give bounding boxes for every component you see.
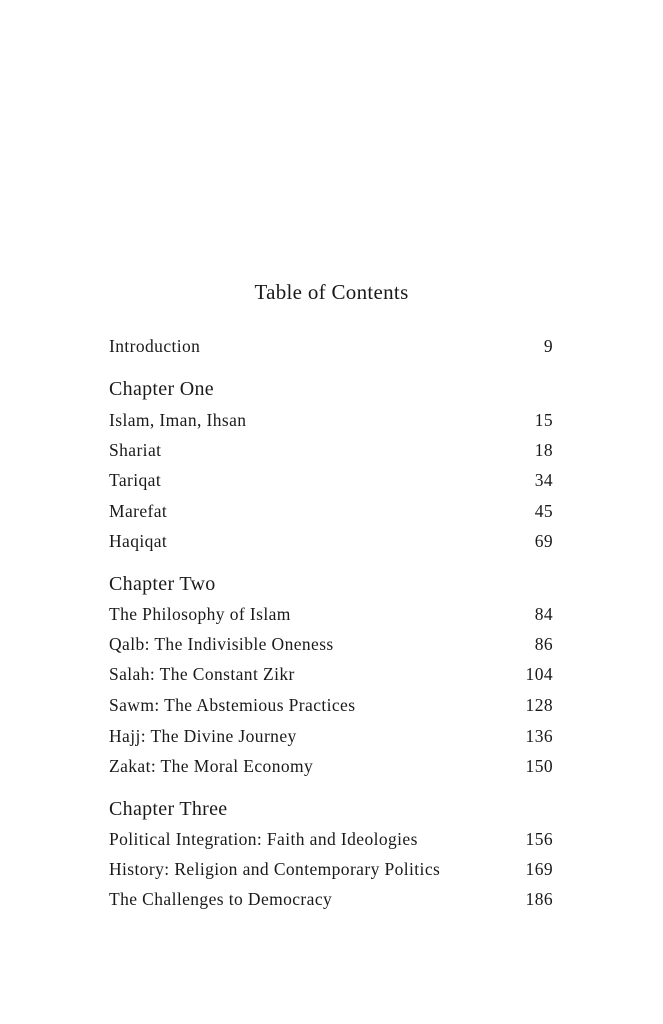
toc-entry[interactable] bbox=[109, 829, 553, 855]
entry-page: 15 bbox=[534, 410, 553, 430]
toc-entry[interactable] bbox=[109, 604, 553, 630]
toc-entry[interactable] bbox=[109, 634, 553, 660]
toc-entry[interactable] bbox=[109, 889, 553, 915]
entry-page: 45 bbox=[534, 501, 553, 521]
toc-entry[interactable] bbox=[109, 726, 553, 752]
chapter-heading: Chapter One bbox=[109, 378, 214, 400]
chapter-heading: Chapter Two bbox=[109, 573, 216, 595]
entry-page: 18 bbox=[534, 440, 553, 460]
entry-label: Sawm: The Abstemious Practices bbox=[109, 695, 356, 715]
entry-label: Shariat bbox=[109, 440, 162, 460]
entry-page: 104 bbox=[525, 664, 553, 684]
toc-entry[interactable] bbox=[109, 695, 553, 721]
entry-label: Salah: The Constant Zikr bbox=[109, 664, 295, 684]
toc-entry[interactable] bbox=[109, 410, 553, 436]
toc-entry[interactable] bbox=[109, 664, 553, 690]
entry-page: 84 bbox=[534, 604, 553, 624]
entry-page: 169 bbox=[525, 859, 553, 879]
page-title: Table of Contents bbox=[254, 280, 409, 304]
entry-label: Hajj: The Divine Journey bbox=[109, 726, 297, 746]
entry-page: 86 bbox=[534, 634, 553, 654]
entry-page: 186 bbox=[525, 889, 553, 909]
toc-entry[interactable] bbox=[109, 756, 553, 782]
toc-entry[interactable] bbox=[109, 470, 553, 496]
toc-entry[interactable] bbox=[109, 440, 553, 466]
entry-label: History: Religion and Contemporary Politics bbox=[109, 859, 441, 879]
entry-page: 156 bbox=[525, 829, 553, 849]
entry-page: 9 bbox=[543, 336, 553, 356]
entry-page: 136 bbox=[525, 726, 553, 746]
entry-page: 34 bbox=[534, 470, 553, 490]
entry-label: Tariqat bbox=[109, 470, 162, 490]
entry-label: Haqiqat bbox=[109, 531, 168, 551]
toc-entry-introduction[interactable] bbox=[109, 336, 553, 362]
entry-label: Political Integration: Faith and Ideologies bbox=[109, 829, 418, 849]
toc-entry[interactable] bbox=[109, 501, 553, 527]
entry-label: The Philosophy of Islam bbox=[109, 604, 291, 624]
entry-page: 128 bbox=[525, 695, 553, 715]
entry-label: The Challenges to Democracy bbox=[109, 889, 333, 909]
entry-label: Islam, Iman, Ihsan bbox=[109, 410, 247, 430]
toc-entry[interactable] bbox=[109, 859, 553, 885]
entry-label: Marefat bbox=[109, 501, 168, 521]
entry-label: Qalb: The Indivisible Oneness bbox=[109, 634, 334, 654]
chapter-heading: Chapter Three bbox=[109, 798, 228, 820]
entry-page: 150 bbox=[525, 756, 553, 776]
toc-entry[interactable] bbox=[109, 531, 553, 557]
entry-page: 69 bbox=[534, 531, 553, 551]
entry-label: Zakat: The Moral Economy bbox=[109, 756, 314, 776]
entry-label: Introduction bbox=[109, 336, 201, 356]
